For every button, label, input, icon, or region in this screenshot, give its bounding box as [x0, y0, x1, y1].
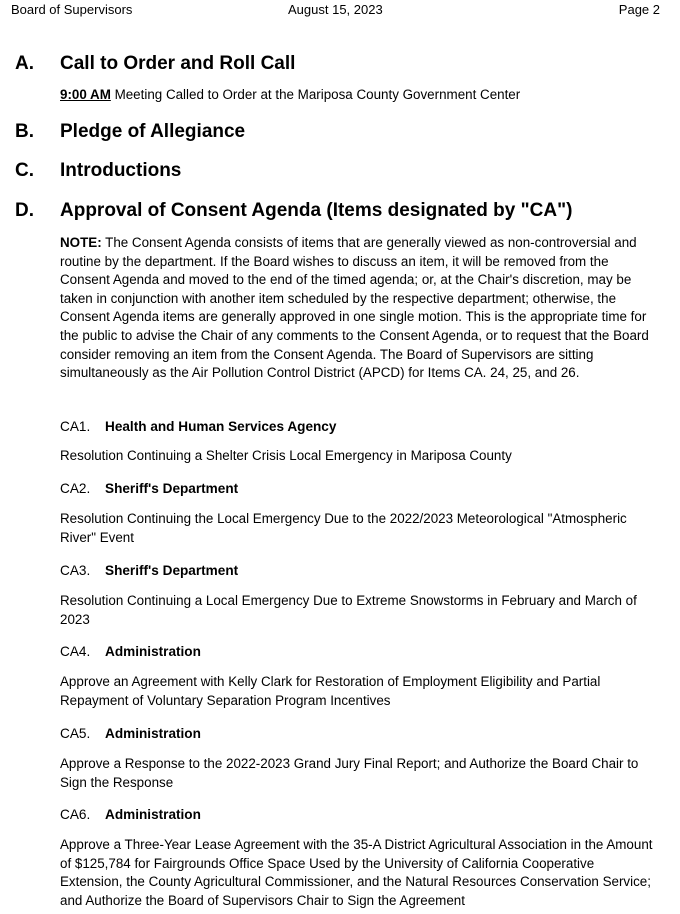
item-number: CA5. — [60, 726, 91, 741]
item-heading — [60, 418, 336, 436]
section-letter: C. — [15, 160, 34, 181]
item-number: CA2. — [60, 481, 91, 496]
item-number: CA1. — [60, 419, 91, 434]
section-title: Introductions — [60, 160, 182, 181]
item-heading — [60, 562, 238, 580]
item-department: Health and Human Services Agency — [105, 419, 337, 434]
item-description: Approve a Response to the 2022-2023 Grand Jury Final Report; and Authorize the Board Chair to Sign the Response — [60, 756, 639, 790]
item-department: Administration — [105, 807, 201, 822]
item-number: CA6. — [60, 807, 91, 822]
call-to-order-line — [60, 86, 656, 105]
section-letter: A. — [15, 53, 34, 74]
item-department: Administration — [105, 644, 201, 659]
item-description: Approve an Agreement with Kelly Clark for Restoration of Employment Eligibility and Partial Repayment of Voluntary Separation Program Incentives — [60, 674, 601, 708]
item-number: CA4. — [60, 644, 91, 659]
note-label: NOTE: — [60, 235, 102, 250]
item-description: Resolution Continuing a Local Emergency Due to Extreme Snowstorms in February and March of 2023 — [60, 593, 637, 627]
page-header — [11, 2, 660, 22]
section-letter: B. — [15, 121, 34, 142]
header-date: August 15, 2023 — [288, 2, 383, 17]
section-title: Call to Order and Roll Call — [60, 53, 296, 74]
item-description: Resolution Continuing a Shelter Crisis Local Emergency in Mariposa County — [60, 448, 512, 463]
meeting-time: 9:00 AM — [60, 87, 111, 102]
item-department: Sheriff's Department — [105, 481, 239, 496]
call-to-order-text: Meeting Called to Order at the Mariposa County Government Center — [110, 87, 521, 102]
item-heading — [60, 806, 201, 824]
header-board-name: Board of Supervisors — [11, 2, 133, 17]
item-department: Administration — [105, 726, 201, 741]
item-description: Approve a Three-Year Lease Agreement with the 35-A District Agricultural Association in the Amount of $125,784 for Fairgrounds Office Space Used by the University of California Cooperative Extension, the County Agricultural Commissioner, and the Natural Resources Conservation Service; and Authorize the Board of Supervisors Chair to Sign the Agreement — [60, 837, 653, 908]
section-letter: D. — [15, 200, 34, 221]
item-heading — [60, 480, 238, 498]
item-number: CA3. — [60, 563, 91, 578]
item-description: Resolution Continuing the Local Emergency Due to the 2022/2023 Meteorological "Atmospheric River" Event — [60, 511, 627, 545]
section-title: Pledge of Allegiance — [60, 121, 246, 142]
consent-agenda-note — [60, 234, 656, 383]
item-department: Sheriff's Department — [105, 563, 239, 578]
note-text: The Consent Agenda consists of items that are generally viewed as non-controversial and routine by the department. If the Board wishes to discuss an item, it will be removed from the Consent Agenda and moved to the end of the timed agenda; or, at the Chair's discretion, may be taken in conjunction with another item scheduled by the respective department; otherwise, the Consent Agenda items are generally approved in one single motion. This is the appropriate time for the public to advise the Chair of any comments to the Consent Agenda, or to request that the Board consider removing an item from the Consent Agenda. The Board of Supervisors are sitting simultaneously as the Air Pollution Control District (APCD) for Items CA. 24, 25, and 26. — [60, 235, 649, 381]
item-heading — [60, 643, 201, 661]
item-heading — [60, 725, 201, 743]
section-title: Approval of Consent Agenda (Items designated by "CA") — [60, 200, 573, 221]
header-page-number: Page 2 — [618, 2, 660, 17]
